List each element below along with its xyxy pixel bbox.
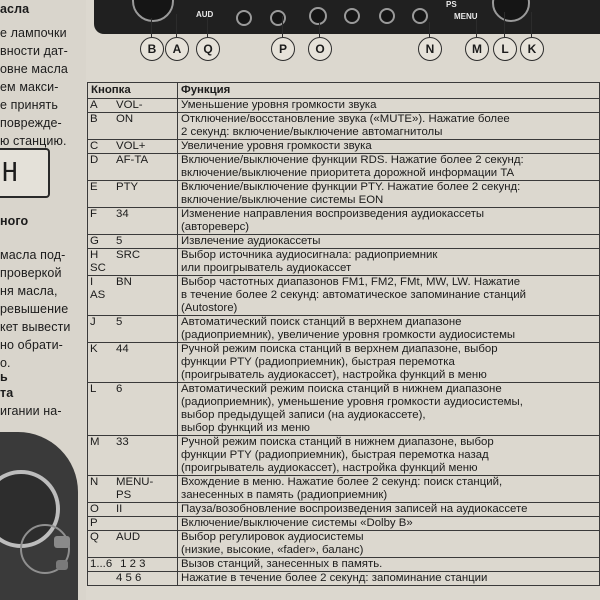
button-label: VOL-: [116, 99, 143, 111]
button-cell: [88, 476, 178, 503]
button-letter: G: [90, 235, 99, 247]
button-line: [90, 558, 174, 571]
left-column-line: е принять: [0, 98, 58, 112]
left-column-line: проверкой: [0, 266, 62, 280]
function-cell: [178, 316, 600, 343]
button-line: [90, 503, 174, 516]
button-line: [90, 489, 174, 502]
panel-button-o: [309, 7, 327, 25]
function-text-line: или проигрыватель аудиокассет: [181, 262, 352, 274]
button-line: [90, 140, 174, 153]
button-label: VOL+: [116, 140, 146, 152]
function-cell: [178, 531, 600, 558]
device-illustration: [0, 432, 78, 600]
button-label: AUD: [116, 531, 141, 543]
button-label: 6: [116, 383, 123, 395]
table-row: [88, 503, 600, 517]
table-row: [88, 181, 600, 208]
callout-k: K: [520, 37, 544, 61]
callout-l: L: [493, 37, 517, 61]
table-row: [88, 531, 600, 558]
function-cell: [178, 383, 600, 436]
button-label: ON: [116, 113, 134, 125]
device-button-icon: [54, 536, 70, 548]
button-label: 33: [116, 436, 129, 448]
button-letter: D: [90, 154, 99, 166]
left-column-line: ю станцию.: [0, 134, 67, 148]
button-label: 34: [116, 208, 129, 220]
function-text-line: Ручной режим поиска станций в верхнем диапазоне, выбор: [181, 343, 498, 355]
table-row: [88, 316, 600, 343]
function-text-line: Выбор регулировок аудиосистемы: [181, 531, 364, 543]
callout-a: A: [165, 37, 189, 61]
button-label: BN: [116, 276, 132, 288]
button-letter: M: [90, 436, 100, 448]
table-row: [88, 572, 600, 586]
function-text-line: функции PTY (радиоприемник), быстрая перемотка: [181, 356, 455, 368]
left-page-column: [0, 0, 86, 600]
lcd-display-figure: [0, 148, 50, 198]
function-text-line: включение/выключение системы EON: [181, 194, 384, 206]
function-text-line: Включение/выключение функции RDS. Нажатие более 2 секунд:: [181, 154, 524, 166]
button-line: [90, 343, 174, 356]
button-cell: [88, 436, 178, 476]
function-text-line: включение/выключение приоритета дорожной информации TA: [181, 167, 515, 179]
button-label: 5: [116, 316, 123, 328]
button-label: MENU-: [116, 476, 154, 488]
button-cell: [88, 558, 178, 572]
button-cell: [88, 181, 178, 208]
button-line: [90, 289, 174, 302]
function-text-line: выбор функций из меню: [181, 422, 310, 434]
panel-label-menu: MENU: [454, 12, 478, 21]
function-text-line: Отключение/восстановление звука («MUTE»). Нажатие более: [181, 113, 510, 125]
device-button-icon: [56, 560, 68, 570]
button-cell: [88, 113, 178, 140]
callout-o: O: [308, 37, 332, 61]
left-column-line: та: [0, 386, 14, 400]
button-label: 44: [116, 343, 129, 355]
function-cell: [178, 343, 600, 383]
button-line: [90, 181, 174, 194]
button-cell: [88, 517, 178, 531]
button-cell: [88, 383, 178, 436]
button-letter: L: [90, 383, 97, 395]
function-cell: [178, 235, 600, 249]
table-row: [88, 517, 600, 531]
header-function: Функция: [178, 83, 600, 99]
function-text-line: Уменьшение уровня громкости звука: [181, 99, 377, 111]
function-text-line: (проигрыватель аудиокассет), настройка функций в меню: [181, 369, 487, 381]
callout-leader-line: [176, 14, 177, 37]
function-text-line: (проигрыватель аудиокассет), настройка функций меню: [181, 462, 478, 474]
panel-label-ps: PS: [446, 0, 457, 9]
lcd-display-character: Н: [2, 158, 18, 188]
function-text-line: Нажатие в течение более 2 секунд: запоминание станции: [181, 572, 488, 584]
function-table-body: [88, 99, 600, 586]
left-column-line: ем макси-: [0, 80, 59, 94]
function-text-line: Автоматический режим поиска станций в нижнем диапазоне: [181, 383, 502, 395]
button-cell: [88, 235, 178, 249]
callout-leader-line: [319, 22, 320, 37]
button-label: 5: [116, 235, 123, 247]
button-letter: C: [90, 140, 99, 152]
button-letter: SC: [90, 262, 106, 274]
button-cell: [88, 276, 178, 316]
left-column-line: о.: [0, 356, 11, 370]
left-column-line: ного: [0, 214, 29, 228]
button-label: AF-TA: [116, 154, 149, 166]
function-cell: [178, 208, 600, 235]
function-cell: [178, 249, 600, 276]
button-cell: [88, 316, 178, 343]
button-line: [90, 383, 174, 396]
button-cell: [88, 572, 178, 586]
button-label: SRC: [116, 249, 141, 261]
button-line: [90, 517, 174, 530]
button-line: [90, 113, 174, 126]
function-cell: [178, 276, 600, 316]
function-cell: [178, 99, 600, 113]
left-column-line: ь: [0, 370, 8, 384]
panel-button-3: [412, 8, 428, 24]
table-row: [88, 99, 600, 113]
function-cell: [178, 572, 600, 586]
button-line: [90, 154, 174, 167]
left-column-line: асла: [0, 2, 30, 16]
function-text-line: Извлечение аудиокассеты: [181, 235, 321, 247]
button-letter: P: [90, 517, 98, 529]
callout-leader-line: [504, 12, 505, 37]
button-cell: [88, 249, 178, 276]
button-line: [90, 531, 174, 544]
function-text-line: Изменение направления воспроизведения аудиокассеты: [181, 208, 485, 220]
button-line: [90, 436, 174, 449]
button-label: PTY: [116, 181, 139, 193]
function-cell: [178, 113, 600, 140]
left-column-line: ня масла,: [0, 284, 58, 298]
button-line: [90, 262, 174, 275]
table-row: [88, 154, 600, 181]
table-row: [88, 476, 600, 503]
table-row: [88, 113, 600, 140]
dial-wheel-icon: [0, 470, 60, 548]
panel-label-aud: AUD: [196, 10, 214, 19]
table-row: [88, 140, 600, 154]
button-letter: A: [90, 99, 98, 111]
function-text-line: (Autostore): [181, 302, 238, 314]
panel-button-1: [344, 8, 360, 24]
button-line: [90, 208, 174, 221]
button-letter: N: [90, 476, 99, 488]
button-letter: AS: [90, 289, 106, 301]
button-line: [90, 572, 174, 585]
left-column-line: но обрати-: [0, 338, 63, 352]
callout-leader-line: [476, 18, 477, 37]
left-column-line: повреждe-: [0, 116, 62, 130]
function-text-line: Пауза/возобновление воспроизведения записей на аудиокассете: [181, 503, 528, 515]
button-letter: 1...6: [90, 558, 113, 570]
function-text-line: (радиоприемник), увеличение уровня громкости аудиосистемы: [181, 329, 516, 341]
table-header-row: [88, 83, 600, 99]
table-row: [88, 343, 600, 383]
button-line: [90, 249, 174, 262]
button-cell: [88, 208, 178, 235]
function-text-line: занесенных в память (радиоприемник): [181, 489, 388, 501]
button-cell: [88, 99, 178, 113]
function-cell: [178, 476, 600, 503]
button-label: II: [116, 503, 123, 515]
button-cell: [88, 343, 178, 383]
table-row: [88, 208, 600, 235]
callout-q: Q: [196, 37, 220, 61]
radio-knob-right: [492, 0, 530, 22]
left-column-line: овне масла: [0, 62, 68, 76]
button-line: [90, 235, 174, 248]
callout-leader-line: [151, 18, 152, 37]
function-text-line: в течение более 2 секунд: автоматическое запоминание станций: [181, 289, 527, 301]
table-row: [88, 235, 600, 249]
table-row: [88, 249, 600, 276]
radio-panel-diagram: [94, 0, 600, 34]
panel-button-p: [270, 10, 286, 26]
left-column-line: игании на-: [0, 404, 62, 418]
button-letter: O: [90, 503, 99, 515]
left-column-line: вности дат-: [0, 44, 68, 58]
function-text-line: выбор предыдущей записи (на аудиокассете),: [181, 409, 426, 421]
callout-leader-line: [207, 16, 208, 37]
button-line: [90, 276, 174, 289]
button-cell: [88, 503, 178, 517]
function-cell: [178, 154, 600, 181]
function-cell: [178, 181, 600, 208]
button-line: [90, 99, 174, 112]
function-cell: [178, 140, 600, 154]
function-text-line: 2 секунд: включение/выключение автомагнитолы: [181, 126, 443, 138]
function-cell: [178, 503, 600, 517]
function-text-line: Автоматический поиск станций в верхнем диапазоне: [181, 316, 462, 328]
function-text-line: Выбор частотных диапазонов FM1, FM2, FMt, MW, LW. Нажатие: [181, 276, 521, 288]
radio-knob-left: [132, 0, 174, 22]
function-text-line: Ручной режим поиска станций в нижнем диапазоне, выбор: [181, 436, 494, 448]
function-text-line: функции PTY (радиоприемник), быстрая перемотка назад: [181, 449, 489, 461]
button-cell: [88, 140, 178, 154]
button-cell: [88, 531, 178, 558]
function-text-line: Включение/выключение функции PTY. Нажатие более 2 секунд:: [181, 181, 521, 193]
function-text-line: Включение/выключение системы «Dolby B»: [181, 517, 413, 529]
table-row: [88, 436, 600, 476]
button-letter: I: [90, 276, 94, 288]
button-letter: F: [90, 208, 97, 220]
left-column-line: ревышение: [0, 302, 69, 316]
button-letter: J: [90, 316, 96, 328]
table-row: [88, 383, 600, 436]
function-text-line: (автореверс): [181, 221, 250, 233]
button-letter: B: [90, 113, 98, 125]
button-letter: H: [90, 249, 99, 261]
function-cell: [178, 436, 600, 476]
panel-button-aud: [236, 10, 252, 26]
header-button: Кнопка: [88, 83, 178, 99]
button-label: 4 5 6: [116, 572, 142, 584]
function-text-line: Вызов станций, занесенных в память.: [181, 558, 383, 570]
callout-n: N: [418, 37, 442, 61]
callout-leader-line: [282, 16, 283, 37]
panel-button-2: [379, 8, 395, 24]
callout-leader-line: [429, 22, 430, 37]
button-letter: E: [90, 181, 98, 193]
function-text-line: Вхождение в меню. Нажатие более 2 секунд: поиск станций,: [181, 476, 503, 488]
button-label: PS: [116, 489, 132, 501]
button-label: 1 2 3: [120, 558, 146, 570]
callout-leader-line: [531, 12, 532, 37]
function-text-line: (низкие, высокие, «fader», баланс): [181, 544, 364, 556]
button-letter: K: [90, 343, 98, 355]
callout-p: P: [271, 37, 295, 61]
button-cell: [88, 154, 178, 181]
function-cell: [178, 558, 600, 572]
function-text-line: Увеличение уровня громкости звука: [181, 140, 372, 152]
button-line: [90, 316, 174, 329]
table-row: [88, 558, 600, 572]
function-table: [87, 82, 600, 586]
function-cell: [178, 517, 600, 531]
function-text-line: Выбор источника аудиосигнала: радиоприемник: [181, 249, 438, 261]
button-line: [90, 476, 174, 489]
callout-b: B: [140, 37, 164, 61]
left-column-line: кет вывести: [0, 320, 71, 334]
table-row: [88, 276, 600, 316]
left-column-line: масла под-: [0, 248, 66, 262]
left-column-line: е лампочки: [0, 26, 67, 40]
callout-m: M: [465, 37, 489, 61]
button-letter: Q: [90, 531, 99, 543]
function-text-line: (радиоприемник), уменьшение уровня громкости аудиосистемы,: [181, 396, 523, 408]
